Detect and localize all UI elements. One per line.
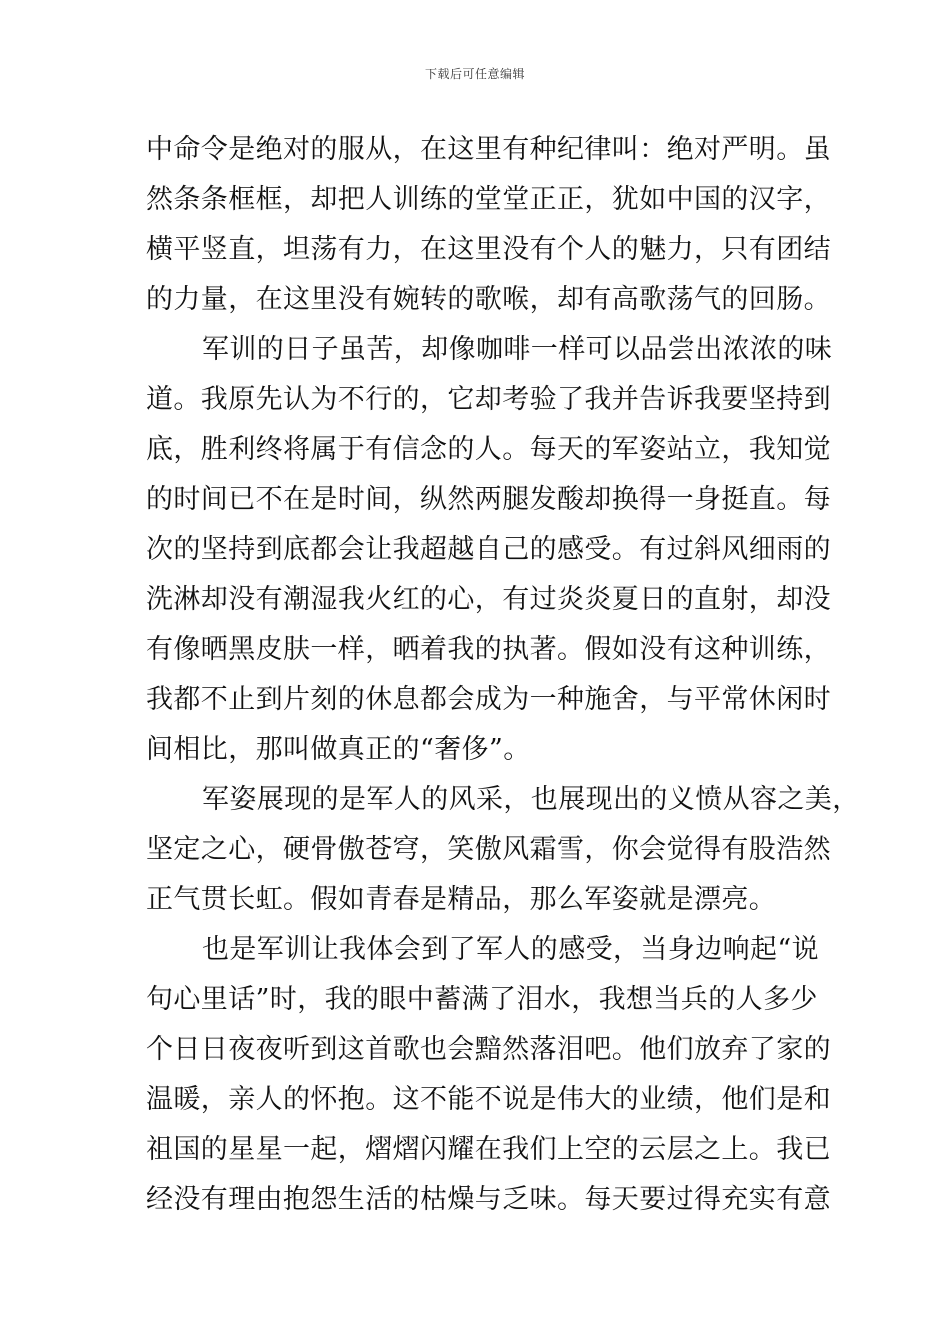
text-line: 有像晒黑皮肤一样，晒着我的执著。假如没有这种训练， <box>146 634 831 665</box>
text-line: 道。我原先认为不行的，它却考验了我并告诉我要坚持到 <box>146 384 831 415</box>
text-line: 的时间已不在是时间，纵然两腿发酸却换得一身挺直。每 <box>146 484 831 515</box>
text-line: 坚定之心，硬骨傲苍穹，笑傲风霜雪，你会觉得有股浩然 <box>146 834 831 865</box>
text-line: 军训的日子虽苦，却像咖啡一样可以品尝出浓浓的味 <box>202 334 833 365</box>
text-line: 次的坚持到底都会让我超越自己的感受。有过斜风细雨的 <box>146 534 831 565</box>
text-line: 中命令是绝对的服从，在这里有种纪律叫：绝对严明。虽 <box>146 134 831 165</box>
text-line: 个日日夜夜听到这首歌也会黯然落泪吧。他们放弃了家的 <box>146 1034 831 1065</box>
text-line: 也是军训让我体会到了军人的感受，当身边响起“说 <box>202 934 820 965</box>
text-line: 横平竖直，坦荡有力，在这里没有个人的魅力，只有团结 <box>146 234 831 265</box>
text-line: 军姿展现的是军人的风采，也展现出的义愤从容之美， <box>202 784 860 815</box>
text-line: 我都不止到片刻的休息都会成为一种施舍，与平常休闲时 <box>146 684 831 715</box>
page-header: 下载后可任意编辑 <box>424 67 525 81</box>
text-line: 洗淋却没有潮湿我火红的心，有过炎炎夏日的直射，却没 <box>146 584 831 615</box>
text-line: 祖国的星星一起，熠熠闪耀在我们上空的云层之上。我已 <box>146 1134 831 1165</box>
text-line: 经没有理由抱怨生活的枯燥与乏味。每天要过得充实有意 <box>146 1184 831 1215</box>
text-line: 的力量，在这里没有婉转的歌喉，却有高歌荡气的回肠。 <box>146 284 831 315</box>
body-text <box>146 125 860 1225</box>
text-line: 正气贯长虹。假如青春是精品，那么军姿就是漂亮。 <box>146 884 777 915</box>
text-line: 温暖，亲人的怀抱。这不能不说是伟大的业绩，他们是和 <box>146 1084 831 1115</box>
text-line: 然条条框框，却把人训练的堂堂正正，犹如中国的汉字， <box>146 184 831 215</box>
text-line: 底，胜利终将属于有信念的人。每天的军姿站立，我知觉 <box>146 434 831 465</box>
text-line: 间相比，那叫做真正的“奢侈”。 <box>146 734 531 765</box>
text-line: 句心里话”时，我的眼中蓄满了泪水，我想当兵的人多少 <box>146 984 818 1015</box>
